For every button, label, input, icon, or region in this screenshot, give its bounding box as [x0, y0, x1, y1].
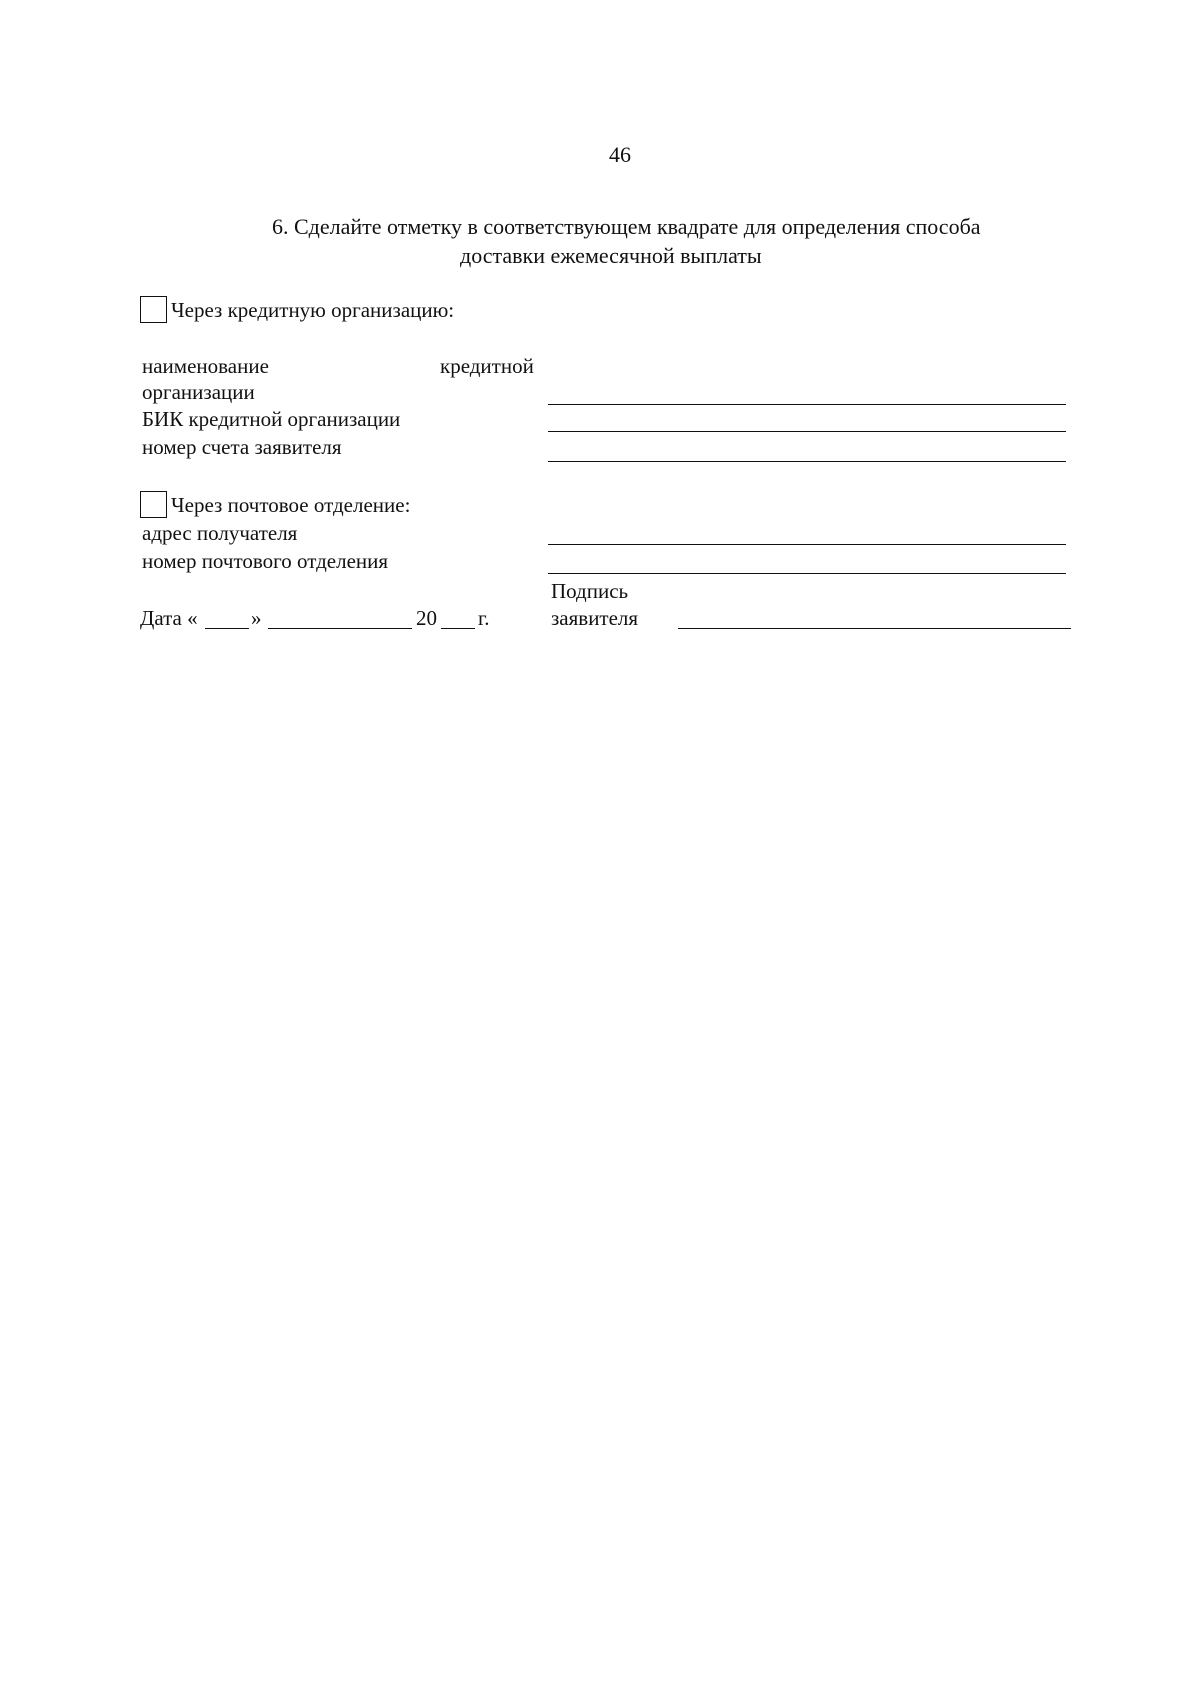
date-day-field[interactable]	[205, 628, 249, 629]
recipient-address-field[interactable]	[548, 544, 1066, 545]
date-year-field[interactable]	[441, 628, 475, 629]
postal-office-number-label: номер почтового отделения	[142, 549, 389, 573]
account-number-field[interactable]	[548, 461, 1066, 462]
year-prefix: 20	[416, 606, 437, 630]
account-number-label: номер счета заявителя	[142, 435, 342, 459]
postal-office-number-field[interactable]	[548, 573, 1066, 574]
postal-office-label: Через почтовое отделение:	[171, 493, 411, 517]
credit-organization-name-field[interactable]	[548, 404, 1066, 405]
date-month-field[interactable]	[268, 628, 412, 629]
page-number: 46	[609, 142, 631, 167]
bik-label: БИК кредитной организации	[142, 407, 401, 431]
credit-organization-checkbox[interactable]	[140, 296, 167, 323]
credit-name-label-part2: кредитной	[440, 354, 534, 378]
year-suffix: г.	[478, 606, 490, 630]
postal-office-checkbox[interactable]	[140, 491, 167, 518]
credit-organization-label: Через кредитную организацию:	[171, 298, 455, 322]
credit-name-label-part3: организации	[142, 380, 255, 404]
recipient-address-label: адрес получателя	[142, 521, 298, 545]
date-quote-close: »	[251, 606, 262, 630]
signature-label-line2: заявителя	[551, 606, 639, 630]
signature-label-line1: Подпись	[551, 579, 629, 603]
date-label: Дата «	[140, 606, 198, 630]
section-heading-line1: 6. Сделайте отметку в соответствующем квадрате для определения способа	[272, 214, 981, 239]
credit-name-label-part1: наименование	[142, 354, 269, 378]
signature-field[interactable]	[678, 628, 1071, 629]
section-heading-line2: доставки ежемесячной выплаты	[460, 243, 762, 268]
bik-field[interactable]	[548, 431, 1066, 432]
